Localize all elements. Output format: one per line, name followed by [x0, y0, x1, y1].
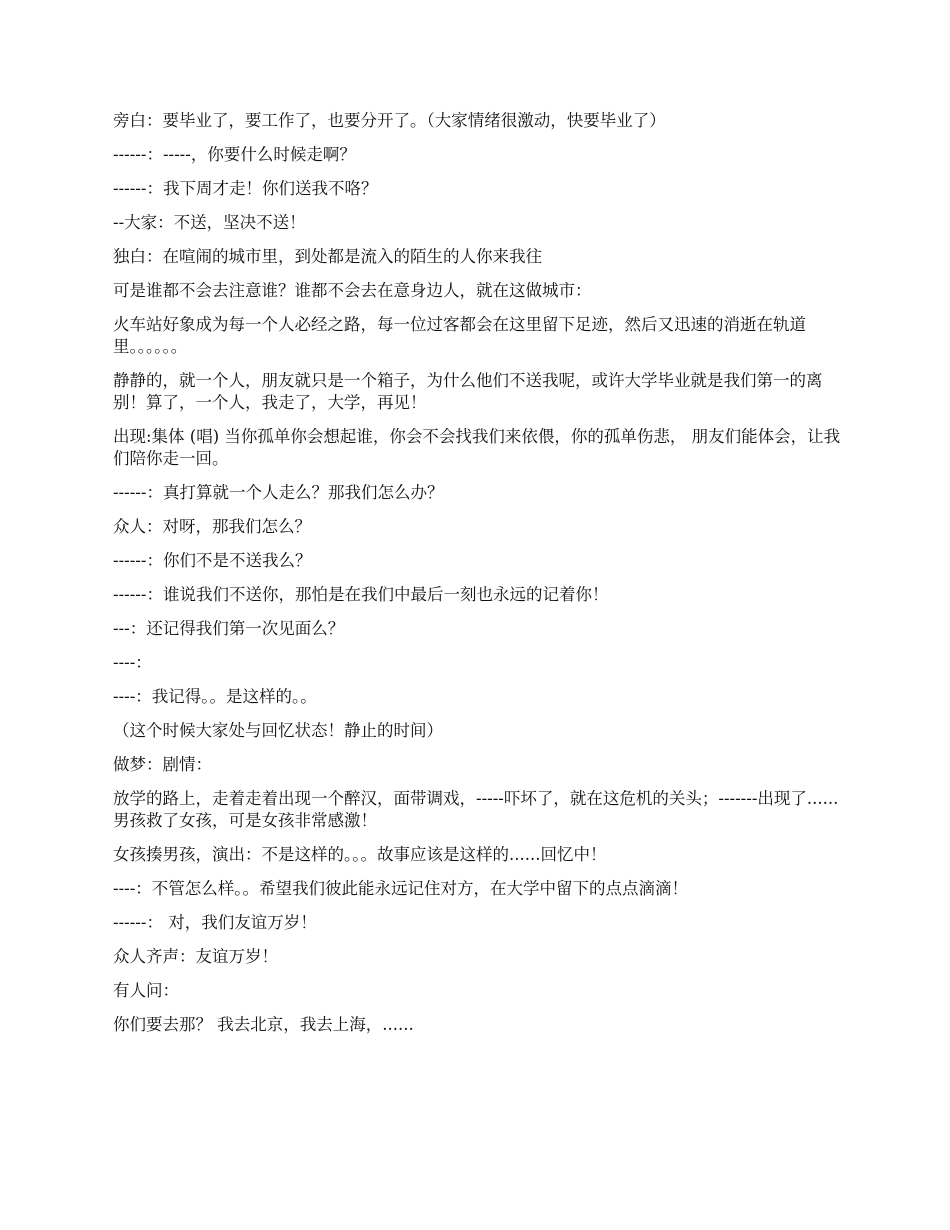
dialogue-line: ------：我下周才走！你们送我不咯？: [113, 179, 378, 198]
dialogue-line: 有人问：: [113, 981, 179, 1000]
dialogue-line: --大家：不送，坚决不送！: [113, 213, 306, 232]
monologue-paragraph: 火车站好象成为每一个人必经之路，每一位过客都会在这里留下足迹，然后又迅速的消逝在轨道里。。。。。。: [113, 315, 806, 356]
document-body: [113, 110, 841, 1048]
dialogue-line: 众人齐声：友谊万岁！: [113, 947, 278, 966]
narration-paragraph: 旁白：要毕业了，要工作了，也要分开了。（大家情绪很激动，快要毕业了）: [113, 111, 666, 130]
dialogue-line: ------： 对，我们友谊万岁！: [113, 913, 317, 932]
dialogue-line: 你们要去那？ 我去北京，我去上海，......: [113, 1015, 414, 1034]
dialogue-line: ------：真打算就一个人走么？那我们怎么办？: [113, 483, 444, 502]
monologue-paragraph: 可是谁都不会去注意谁？谁都不会去在意身边人，就在这做城市：: [113, 281, 592, 300]
stage-direction: （这个时候大家处与回忆状态！静止的时间）: [113, 721, 443, 740]
dialogue-line: 众人：对呀，那我们怎么？: [113, 517, 311, 536]
dialogue-line: ------：谁说我们不送你，那怕是在我们中最后一刻也永远的记着你！: [113, 585, 609, 604]
dialogue-line: ------：你们不是不送我么？: [113, 551, 312, 570]
dialogue-line: ----：我记得。。是这样的。。: [113, 687, 317, 706]
plot-paragraph: 女孩揍男孩，演出：不是这样的。。。故事应该是这样的......回忆中！: [113, 845, 607, 864]
plot-paragraph: 放学的路上，走着走着出现一个醉汉，面带调戏，-----吓坏了，就在这危机的关头；-------出现了......男孩救了女孩，可是女孩非常感激！: [113, 789, 839, 830]
song-paragraph: 出现:集体 (唱) 当你孤单你会想起谁，你会不会找我们来依偎，你的孤单伤悲， 朋友们能体会，让我们陪你走一回。: [113, 427, 841, 468]
dialogue-line: ------：-----，你要什么时候走啊？: [113, 145, 356, 164]
dialogue-line: ----：不管怎么样。。希望我们彼此能永远记住对方，在大学中留下的点点滴滴！: [113, 879, 689, 898]
scene-heading: 做梦：剧情：: [113, 755, 212, 774]
monologue-paragraph: 独白：在喧闹的城市里，到处都是流入的陌生的人你来我往: [113, 247, 542, 266]
dialogue-line: ----：: [113, 653, 152, 672]
monologue-paragraph: 静静的，就一个人，朋友就只是一个箱子，为什么他们不送我呢，或许大学毕业就是我们第一的离别！算了，一个人，我走了，大学，再见！: [113, 371, 823, 412]
dialogue-line: ---：还记得我们第一次见面么？: [113, 619, 345, 638]
